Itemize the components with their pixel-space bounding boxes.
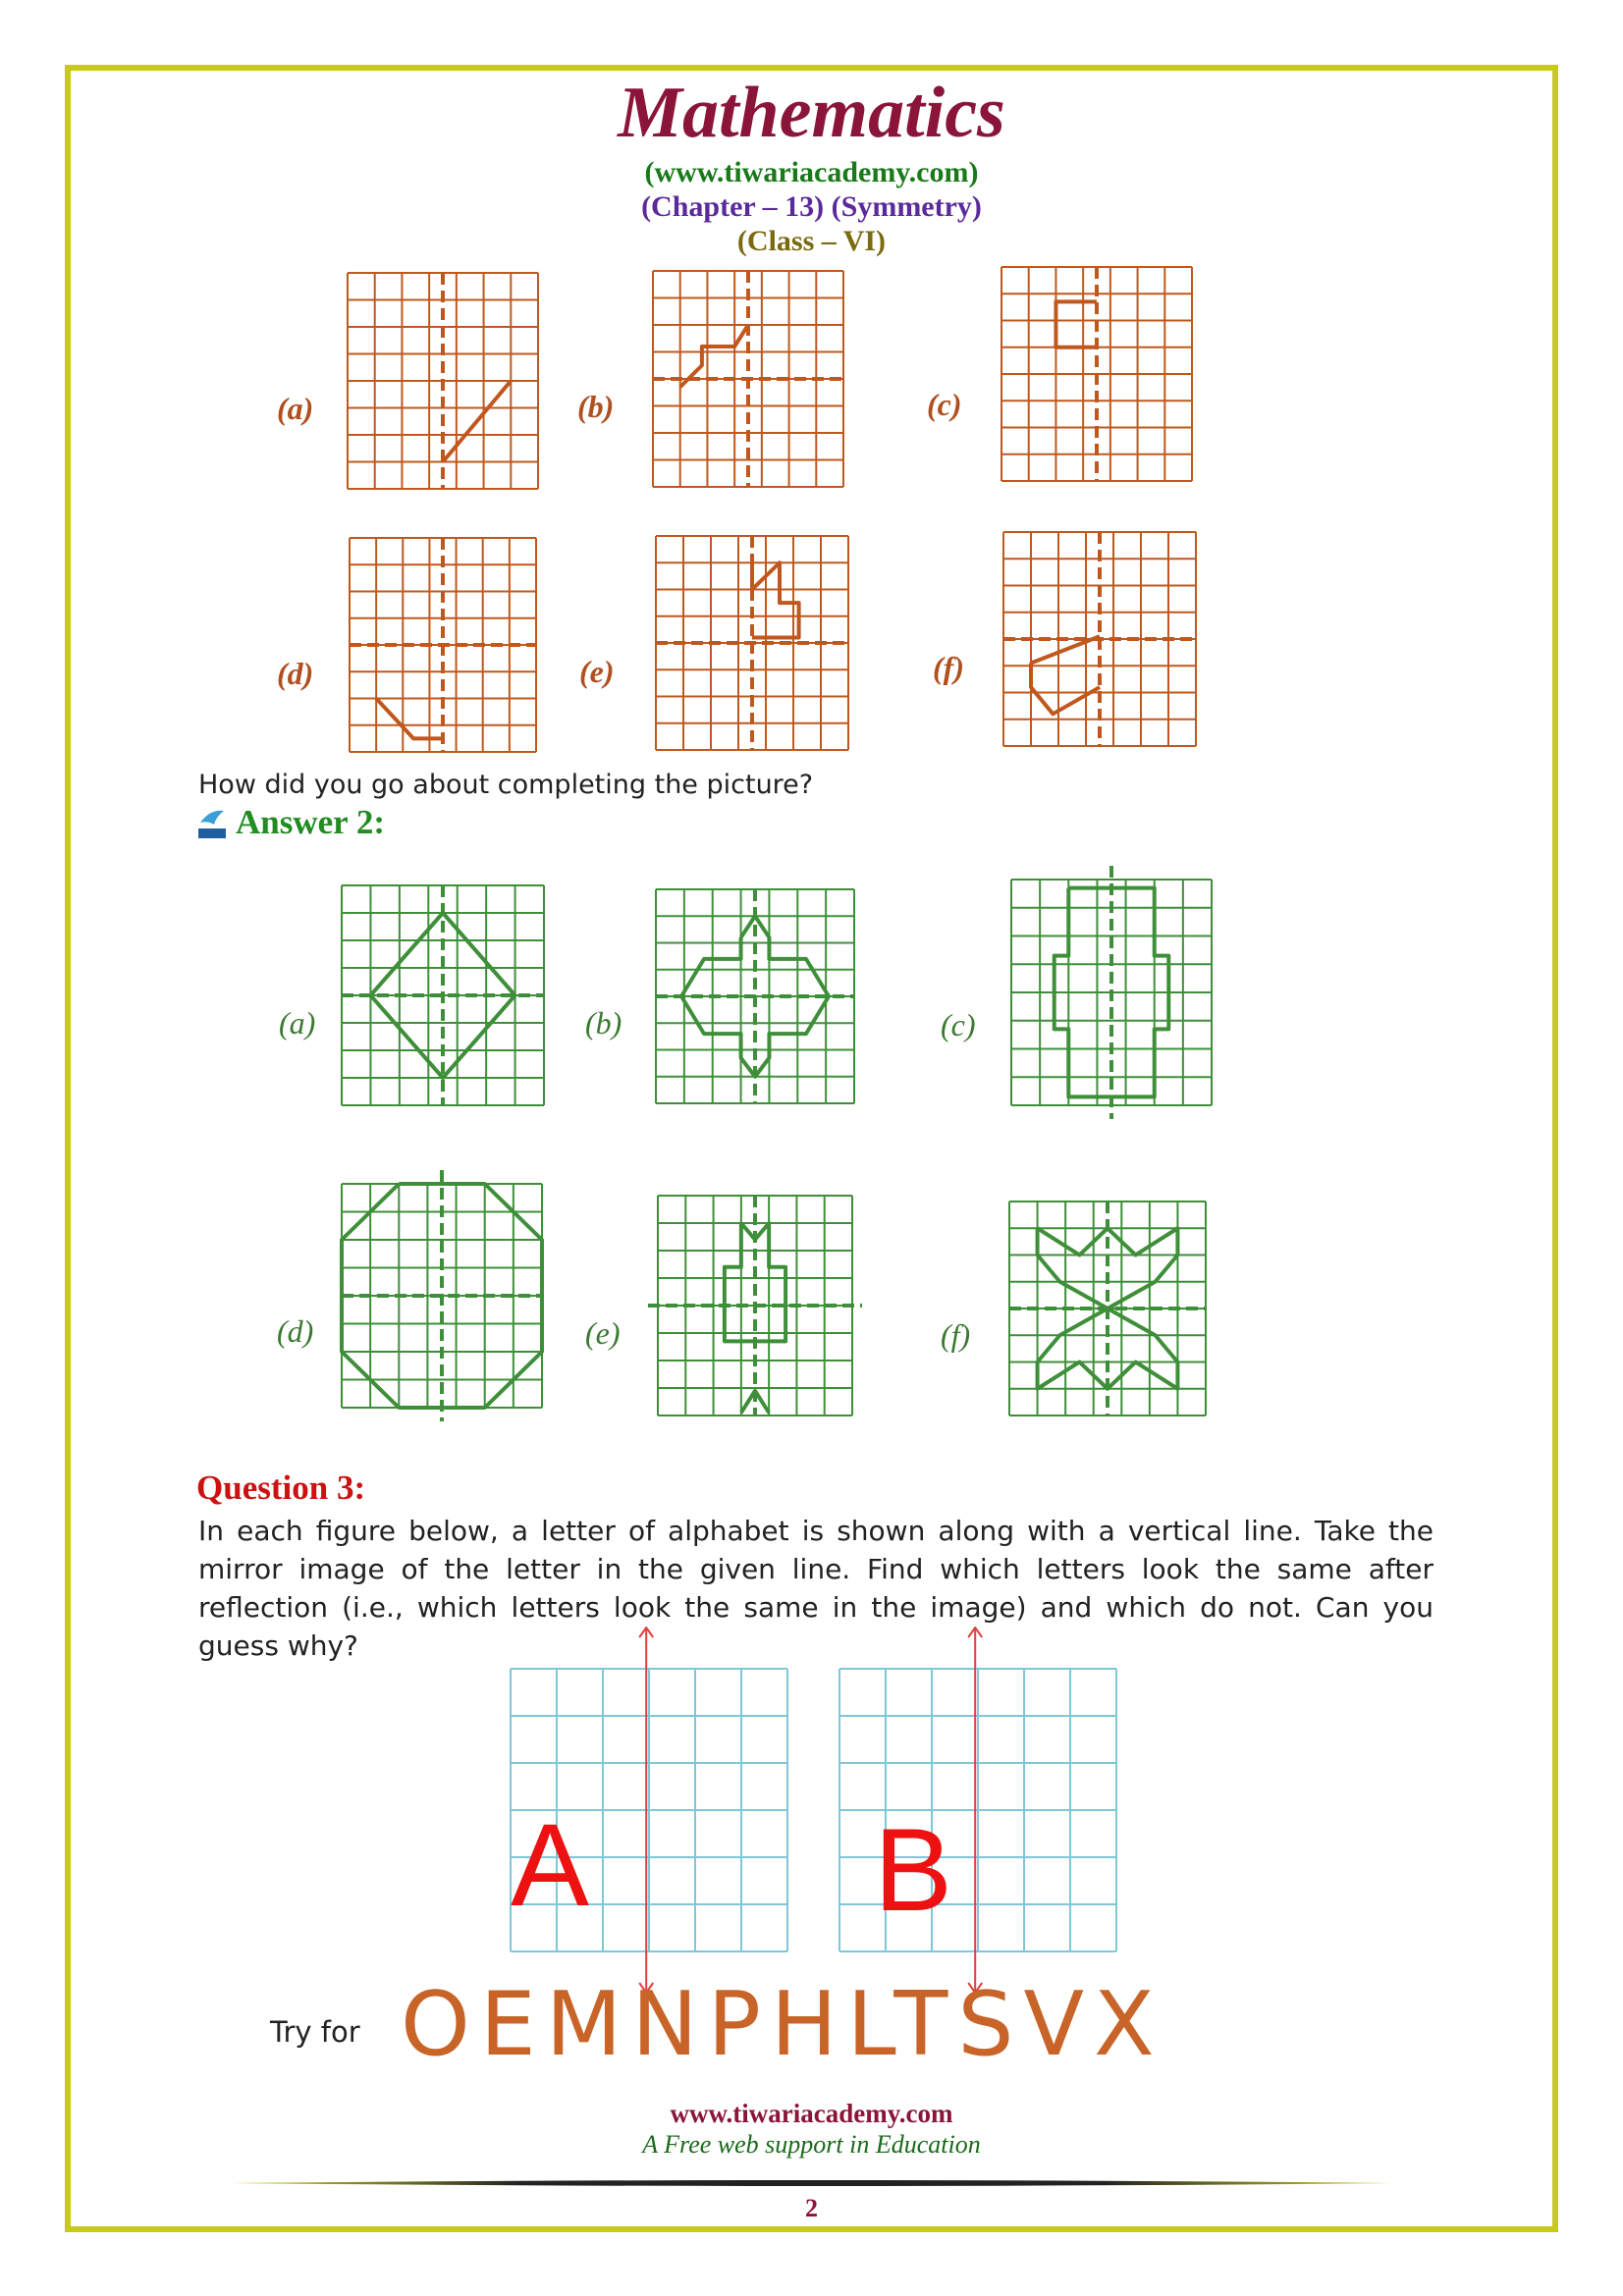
answer-figure-label-f: (f) [941, 1317, 971, 1353]
question3-heading: Question 3: [196, 1468, 366, 1507]
question3-text: In each figure below, a letter of alphabet is shown along with a vertical line. Take the mirror image of the letter in the given line. Find which letters look the same after reflection (i.e., which letters look the same in the image) and which do not. Can you guess why? [198, 1515, 1434, 1662]
answer-figure-label-e: (e) [585, 1315, 621, 1351]
answer-grid-e [658, 1196, 852, 1415]
footer-divider [230, 2177, 1394, 2189]
answer-grid-a [342, 885, 544, 1105]
question-grid-b [653, 271, 843, 487]
try-for-letters: OEMNPHLTSVX [401, 1973, 1164, 2076]
question-figure-label-d: (d) [277, 656, 314, 691]
prompt-text: How did you go about completing the picture? [198, 770, 814, 800]
question-figure-label-c: (c) [927, 387, 962, 422]
answer-grid-d [342, 1184, 542, 1408]
answer-grid-c [1011, 880, 1212, 1105]
footer-site: www.tiwariacademy.com [670, 2099, 953, 2128]
answer-figure-label-b: (b) [585, 1005, 622, 1041]
question-grid-a [348, 273, 538, 489]
answer-figure-label-a: (a) [279, 1005, 316, 1041]
page-number: 2 [805, 2194, 818, 2222]
answer-figure-label-c: (c) [941, 1007, 976, 1042]
try-for-label: Try for [270, 2015, 360, 2049]
answer-heading: Answer 2: [236, 803, 385, 841]
answer-figure-label-d: (d) [277, 1313, 314, 1349]
question-figure-label-a: (a) [277, 391, 314, 426]
question-grid-d [350, 538, 536, 752]
question-grid-f [1003, 532, 1196, 746]
header-chapter: (Chapter – 13) (Symmetry) [641, 190, 982, 223]
page-title: Mathematics [618, 73, 1005, 153]
question-figure-label-e: (e) [579, 654, 615, 689]
header-site: (www.tiwariacademy.com) [644, 156, 979, 188]
question-grid-e [656, 536, 848, 750]
mirror-letter-b: B [874, 1804, 953, 1936]
answer-grid-b [656, 889, 854, 1103]
tiwari-logo-icon [194, 807, 230, 840]
question-grid-c [1001, 267, 1192, 481]
question-figure-label-b: (b) [577, 389, 615, 424]
mirror-letter-a: A [511, 1799, 590, 1931]
answer-grid-f [1009, 1201, 1206, 1415]
footer-tagline: A Free web support in Education [642, 2130, 981, 2159]
header-class: (Class – VI) [736, 225, 887, 257]
question-figure-label-f: (f) [933, 650, 964, 685]
